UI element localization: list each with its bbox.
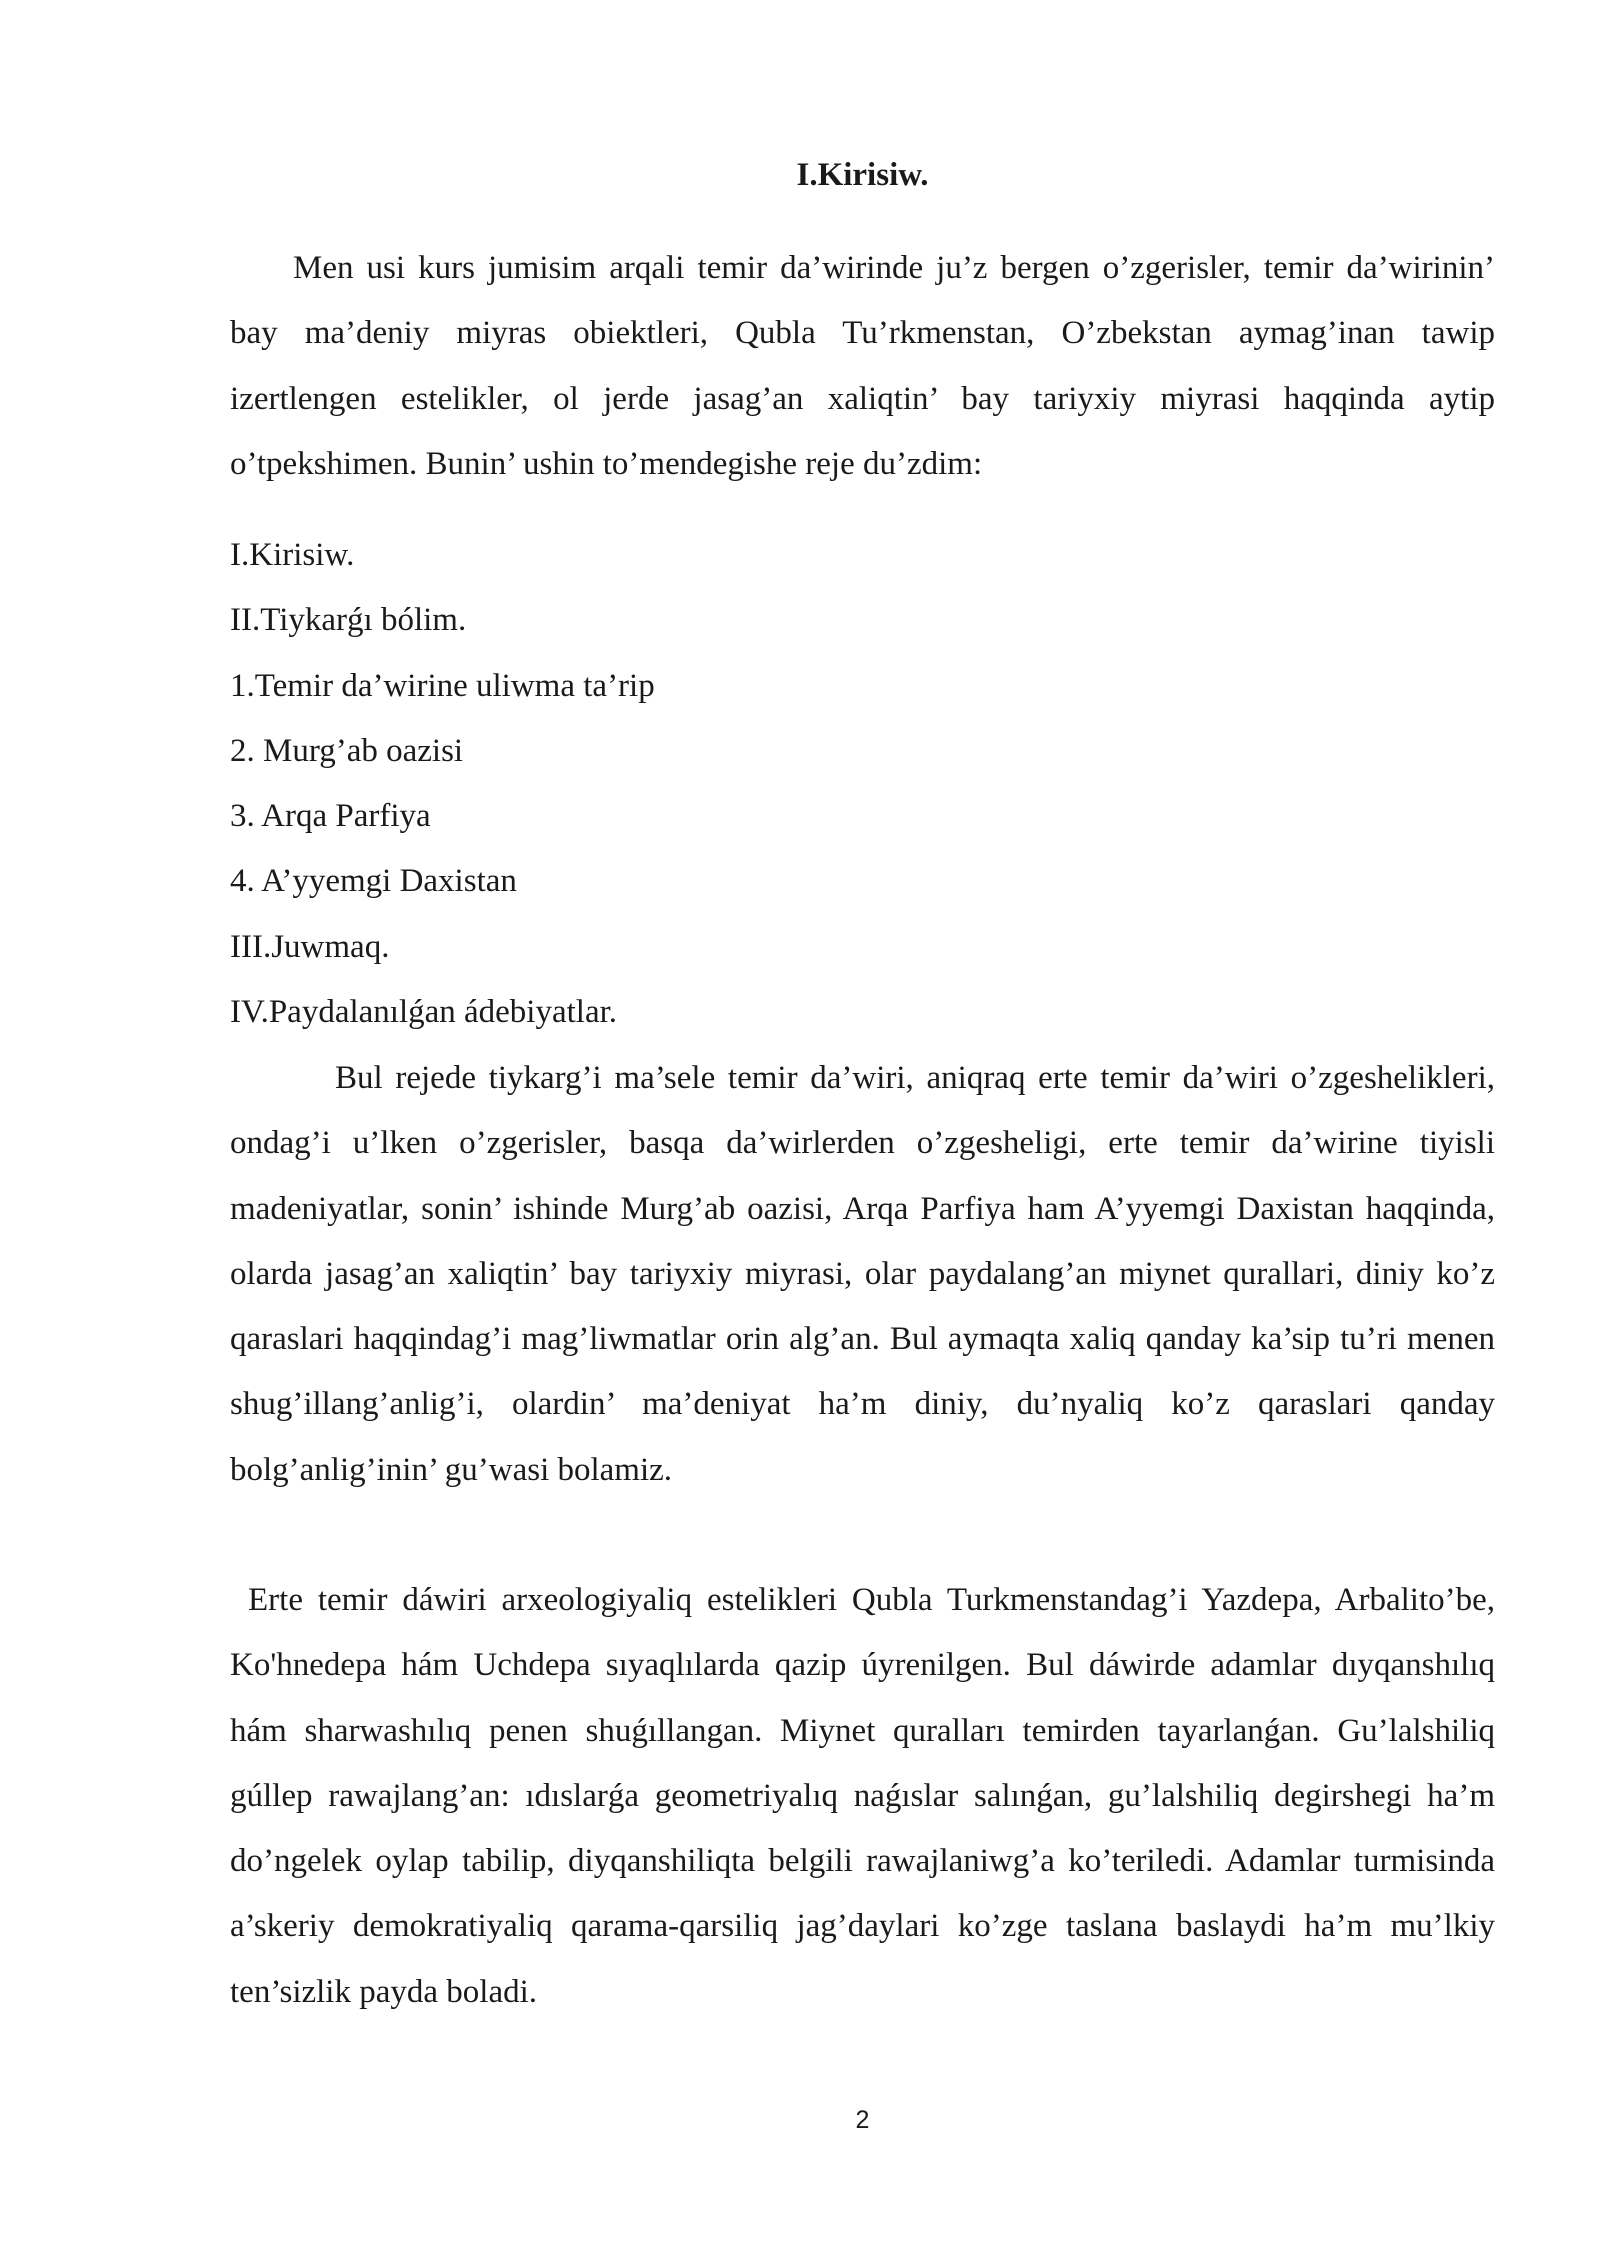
plan-list	[230, 523, 1495, 1045]
plan-item: III.Juwmaq.	[230, 928, 390, 965]
closing-paragraph: Erte temir dáwiri arxeologiyaliq estelikleri Qubla Turkmenstandag’i Yazdepa, Arbalito’be, Ko'hnedepa hám Uchdepa sıyaqlılarda qazip úyrenilgen. Bul dáwirde adamlar dıyqanshılıq hám sharwashılıq penen shuǵıllangan. Miynet quralları temirden tayarlanǵan. Gu’lalshiliq gúllep rawajlang’an: ıdıslarǵa geometriyalıq naǵıslar salınǵan, gu’lalshiliq degirshegi ha’m do’ngelek oylap tabilip, diyqanshiliqta belgili rawajlaniwg’a ko’teriledi. Adamlar turmisinda a’skeriy demokratiyaliq qarama-qarsiliq jag’daylari ko’zge taslana baslaydi ha’m mu’lkiy ten’sizlik payda boladi.	[230, 1582, 1495, 2010]
plan-item: 4. A’yyemgi Daxistan	[230, 863, 517, 900]
main-paragraph: Bul rejede tiykarg’i ma’sele temir da’wiri, aniqraq erte temir da’wiri o’zgeshelikleri, ondag’i u’lken o’zgerisler, basqa da’wirlerden o’zgesheligi, erte temir da’wirine tiyisli madeniyatlar, sonin’ ishinde Murg’ab oazisi, Arqa Parfiya ham A’yyemgi Daxistan haqqinda, olarda jasag’an xaliqtin’ bay tariyxiy miyrasi, olar paydalang’an miynet qurallari, diniy ko’z qaraslari haqqindag’i mag’liwmatlar orin alg’an. Bul aymaqta xaliq qanday ka’sip tu’ri menen shug’illang’anlig’i, olardin’ ma’deniyat ha’m diniy, du’nyaliq ko’z qaraslari qanday bolg’anlig’inin’ gu’wasi bolamiz.	[230, 1060, 1495, 1488]
plan-item: 1.Temir da’wirine uliwma ta’rip	[230, 667, 655, 704]
plan-item: II.Tiykarǵı bólim.	[230, 602, 467, 639]
page-number: 2	[855, 2106, 870, 2134]
section-heading: I.Kirisiw.	[796, 157, 929, 193]
plan-item: IV.Paydalanılǵan ádebiyatlar.	[230, 994, 618, 1031]
plan-item: 3. Arqa Parfiya	[230, 798, 431, 835]
intro-paragraph: Men usi kurs jumisim arqali temir da’wirinde ju’z bergen o’zgerisler, temir da’wirinin’ bay ma’deniy miyras obiektleri, Qubla Tu’rkmenstan, O’zbekstan aymag’inan tawip izertlengen estelikler, ol jerde jasag’an xaliqtin’ bay tariyxiy miyrasi haqqinda aytip o’tpekshimen. Bunin’ ushin to’mendegishe reje du’zdim:	[230, 250, 1495, 482]
document-page	[230, 0, 1495, 2262]
plan-item: 2. Murg’ab oazisi	[230, 732, 464, 769]
plan-item: I.Kirisiw.	[230, 537, 355, 573]
